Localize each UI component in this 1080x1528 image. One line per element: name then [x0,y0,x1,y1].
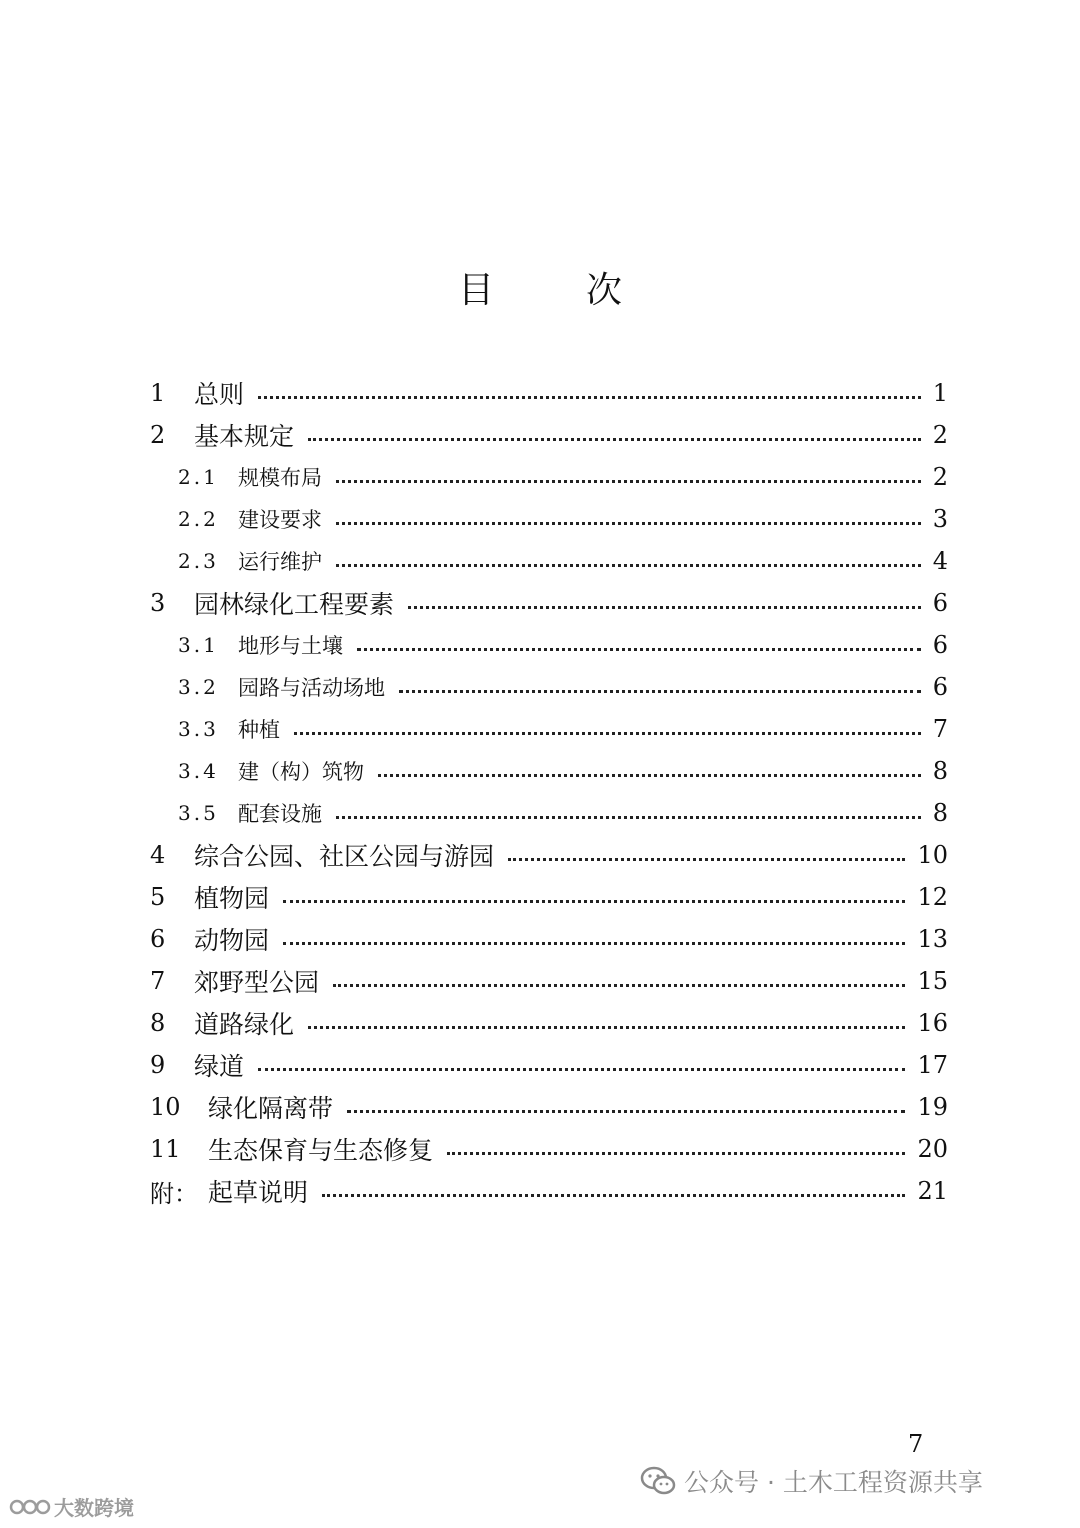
toc-entry-page: 17 [917,1051,948,1079]
toc-leader-dots [258,1068,905,1071]
toc-entry-label: 动物园 [194,926,270,955]
toc-leader-dots [283,942,905,945]
toc-entry[interactable] [150,1128,948,1170]
toc-entry[interactable] [150,1170,948,1212]
toc-leader-dots [447,1152,905,1155]
toc-leader-dots [308,1026,905,1029]
toc-entry-number: 3 [150,589,166,617]
toc-entry-page: 8 [932,757,948,785]
toc-entry-label: 规模布局 [238,466,322,490]
toc-entry-number: 3.2 [178,675,219,699]
toc-entry-page: 6 [932,589,948,617]
toc-entry-label: 总则 [194,380,245,409]
wechat-icon [640,1466,676,1496]
toc-entry[interactable] [150,582,948,624]
toc-entry-label: 植物园 [194,884,270,913]
toc-entry-label: 郊野型公园 [194,968,320,997]
toc-entry[interactable] [150,414,948,456]
toc-entry-page: 6 [932,673,948,701]
toc-entry[interactable] [150,876,948,918]
wechat-watermark [640,1463,983,1499]
toc-leader-dots [336,816,921,819]
toc-entry-page: 2 [932,463,948,491]
toc-entry-page: 13 [917,925,948,953]
toc-entry[interactable] [150,1002,948,1044]
page-number: 7 [908,1430,924,1458]
brand-watermark [8,1492,134,1521]
toc-entry-page: 8 [932,799,948,827]
toc-entry-page: 15 [917,967,948,995]
toc-leader-dots [508,858,905,861]
toc-subentry[interactable] [150,750,948,792]
toc-entry[interactable] [150,834,948,876]
toc-entry-label: 道路绿化 [194,1010,295,1039]
toc-entry-page: 1 [932,379,948,407]
toc-leader-dots [294,732,921,735]
toc-entry-page: 19 [917,1093,948,1121]
page-title [0,262,1080,313]
toc-entry-number: 2.1 [178,465,219,489]
brand-text: 大数跨境 [54,1496,134,1520]
toc-entry[interactable] [150,918,948,960]
toc-leader-dots [322,1194,905,1197]
toc-entry-page: 10 [917,841,948,869]
toc-entry-label: 生态保育与生态修复 [208,1136,434,1165]
toc-entry-number: 6 [150,925,166,953]
toc-entry-number: 3.5 [178,801,219,825]
toc-entry-page: 6 [932,631,948,659]
toc-subentry[interactable] [150,792,948,834]
watermark-text: 公众号 · 土木工程资源共享 [684,1468,983,1497]
toc-leader-dots [408,606,921,609]
toc-entry-page: 21 [917,1177,948,1205]
toc-entry-number: 5 [150,883,166,911]
toc-leader-dots [357,648,921,651]
toc-subentry[interactable] [150,498,948,540]
toc-entry-label: 基本规定 [194,422,295,451]
toc-entry-number: 4 [150,841,166,869]
toc-leader-dots [336,522,921,525]
toc-leader-dots [308,438,921,441]
toc-entry-label: 配套设施 [238,802,322,826]
toc-subentry[interactable] [150,540,948,582]
brand-logo-icon [8,1497,52,1517]
toc-leader-dots [283,900,905,903]
toc-leader-dots [399,690,921,693]
toc-entry[interactable] [150,372,948,414]
toc-entry-page: 4 [932,547,948,575]
toc-entry-number: 3.3 [178,717,219,741]
toc-entry[interactable] [150,1086,948,1128]
toc-entry-label: 绿道 [194,1052,245,1081]
toc-leader-dots [258,396,921,399]
title-part-1: 目 [457,270,494,311]
toc-entry-number: 11 [150,1135,181,1163]
toc-entry-number: 3.4 [178,759,219,783]
toc-subentry[interactable] [150,624,948,666]
toc-leader-dots [347,1110,905,1113]
toc-entry-number: 10 [150,1093,181,1121]
title-part-2: 次 [586,270,623,311]
toc-leader-dots [333,984,905,987]
toc-entry-number: 2.3 [178,549,219,573]
toc-subentry[interactable] [150,456,948,498]
toc-entry-page: 20 [917,1135,948,1163]
toc-entry-label: 地形与土壤 [238,634,343,658]
toc-entry-number: 1 [150,379,166,407]
toc-entry-label: 种植 [238,718,280,742]
toc-entry-label: 建设要求 [238,508,322,532]
toc-entry-label: 园路与活动场地 [238,676,385,700]
toc-entry-page: 3 [932,505,948,533]
toc-entry-page: 2 [932,421,948,449]
toc-subentry[interactable] [150,666,948,708]
toc-entry-number: 2.2 [178,507,219,531]
toc-entry-number: 9 [150,1051,166,1079]
toc-entry-label: 综合公园、社区公园与游园 [194,842,495,871]
toc-entry-number: 8 [150,1009,166,1037]
toc-entry-page: 12 [917,883,948,911]
toc-leader-dots [378,774,921,777]
toc-entry[interactable] [150,960,948,1002]
toc-entry-page: 7 [932,715,948,743]
toc-entry[interactable] [150,1044,948,1086]
toc-entry-number: 7 [150,967,166,995]
toc-entry-number: 3.1 [178,633,219,657]
toc-subentry[interactable] [150,708,948,750]
toc-leader-dots [336,480,921,483]
toc-leader-dots [336,564,921,567]
toc-entry-label: 绿化隔离带 [208,1094,334,1123]
toc-entry-label: 起草说明 [208,1178,309,1207]
toc-entry-label: 建（构）筑物 [238,760,364,784]
toc-entry-label: 运行维护 [238,550,322,574]
toc-entry-number: 2 [150,421,166,449]
toc-entry-page: 16 [917,1009,948,1037]
toc-entry-label: 园林绿化工程要素 [194,590,395,619]
toc-entry-number: 附： [150,1179,198,1208]
